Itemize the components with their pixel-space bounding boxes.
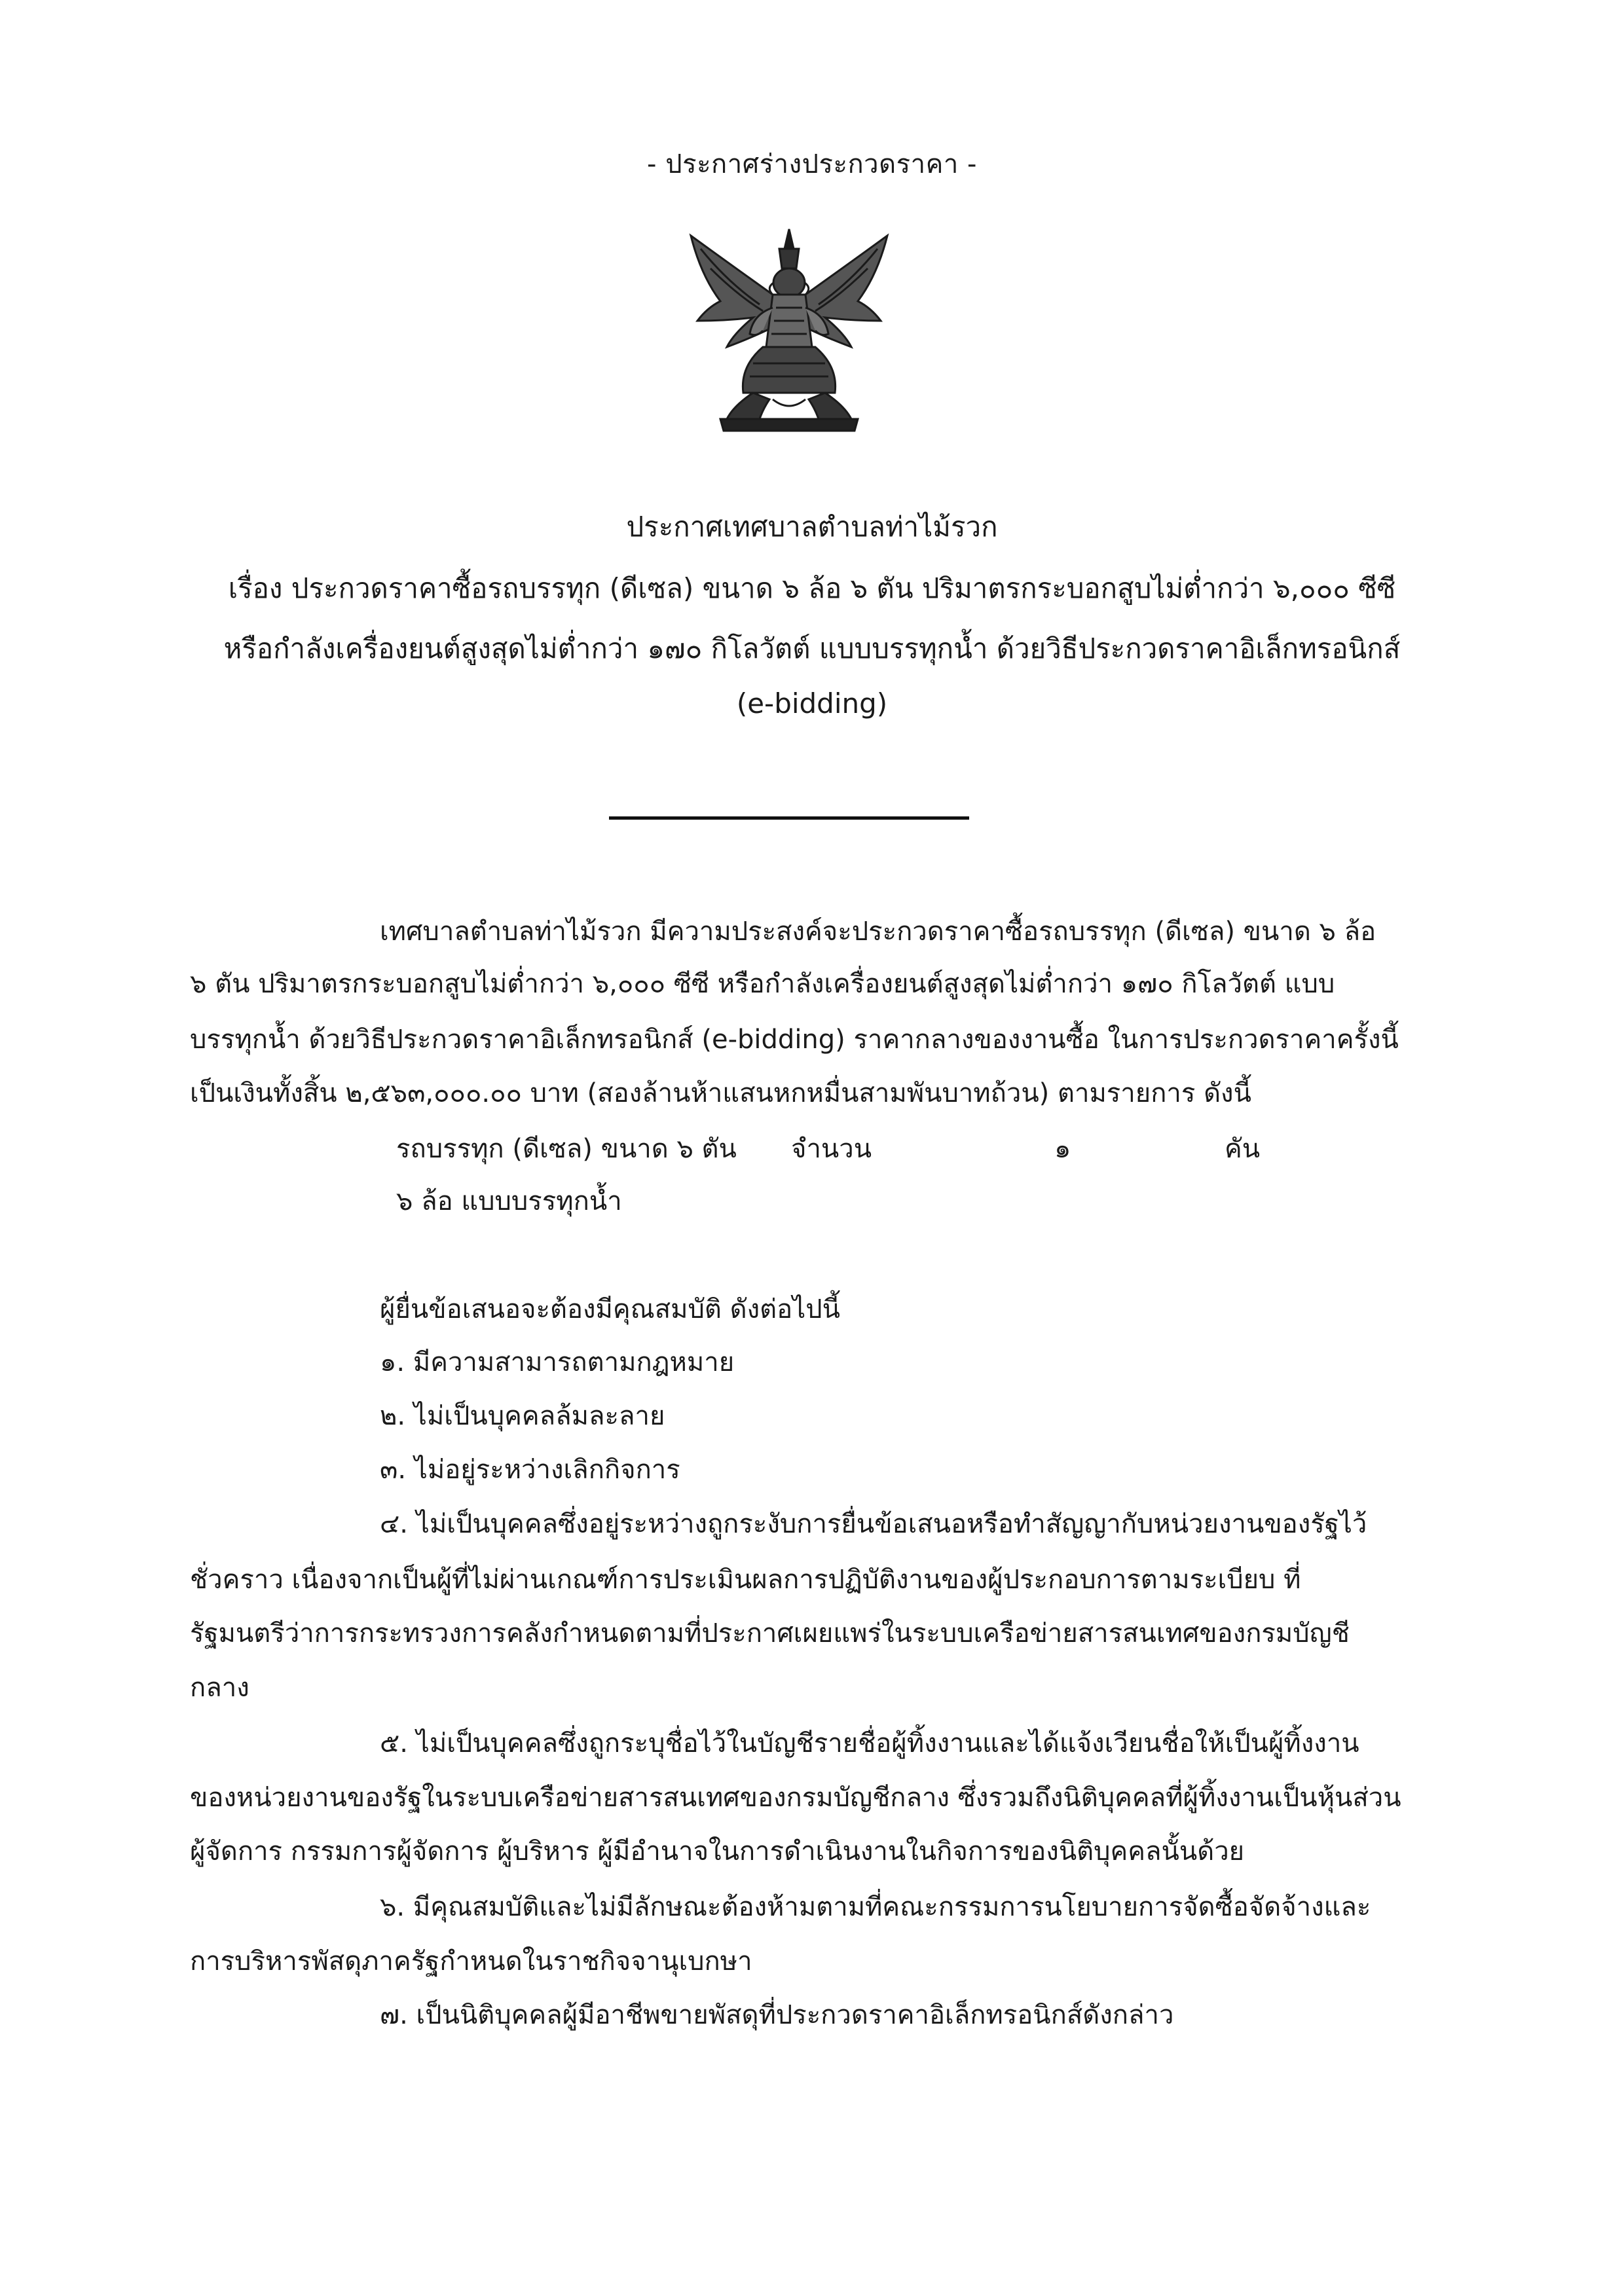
garuda-emblem-icon	[681, 223, 897, 439]
title-line-2: เรื่อง ประกวดราคาซื้อรถบรรทุก (ดีเซล) ขนาด ๖ ล้อ ๖ ตัน ปริมาตรกระบอกสูบไม่ต่ำกว่า ๖,๐๐๐ ซีซี	[228, 572, 1396, 604]
qualifications-heading: ผู้ยื่นข้อเสนอจะต้องมีคุณสมบัติ ดังต่อไปนี้	[380, 1294, 840, 1324]
item-qty: ๑	[1054, 1134, 1071, 1164]
qualification-5-line-3: ผู้จัดการ กรรมการผู้จัดการ ผู้บริหาร ผู้มีอำนาจในการดำเนินงานในกิจการของนิติบุคคลนั้นด้วย	[190, 1836, 1245, 1867]
title-line-3: หรือกำลังเครื่องยนต์สูงสุดไม่ต่ำกว่า ๑๗๐ กิโลวัตต์ แบบบรรทุกน้ำ ด้วยวิธีประกวดราคาอิเล็กทรอนิกส์	[223, 632, 1401, 665]
intro-line-4: เป็นเงินทั้งสิ้น ๒,๕๖๓,๐๐๐.๐๐ บาท (สองล้านห้าแสนหกหมื่นสามพันบาทถ้วน) ตามรายการ ดังนี้	[190, 1078, 1251, 1108]
draft-label: - ประกาศร่างประกวดราคา -	[647, 149, 977, 179]
qualification-2: ๒. ไม่เป็นบุคคลล้มละลาย	[380, 1401, 665, 1431]
item-qty-label: จำนวน	[791, 1134, 872, 1164]
qualification-5-line-1: ๕. ไม่เป็นบุคคลซึ่งถูกระบุชื่อไว้ในบัญชีรายชื่อผู้ทิ้งงานและได้แจ้งเวียนชื่อให้เป็นผู้ทิ้งงาน	[380, 1728, 1359, 1758]
item-unit: คัน	[1225, 1134, 1261, 1164]
item-name-line-1: รถบรรทุก (ดีเซล) ขนาด ๖ ตัน	[396, 1134, 737, 1164]
qualification-4-line-1: ๔. ไม่เป็นบุคคลซึ่งอยู่ระหว่างถูกระงับการยื่นข้อเสนอหรือทำสัญญากับหน่วยงานของรัฐไว้	[380, 1509, 1367, 1539]
qualification-3: ๓. ไม่อยู่ระหว่างเลิกกิจการ	[380, 1455, 680, 1485]
intro-line-2: ๖ ตัน ปริมาตรกระบอกสูบไม่ต่ำกว่า ๖,๐๐๐ ซีซี หรือกำลังเครื่องยนต์สูงสุดไม่ต่ำกว่า ๑๗๐ กิโลวัตต์ แบบ	[190, 969, 1335, 999]
intro-line-3: บรรทุกน้ำ ด้วยวิธีประกวดราคาอิเล็กทรอนิกส์ (e-bidding) ราคากลางของงานซื้อ ในการประกวดราคาครั้งนี้	[190, 1025, 1399, 1055]
qualification-6-line-1: ๖. มีคุณสมบัติและไม่มีลักษณะต้องห้ามตามที่คณะกรรมการนโยบายการจัดซื้อจัดจ้างและ	[380, 1892, 1371, 1922]
qualification-1: ๑. มีความสามารถตามกฎหมาย	[380, 1347, 735, 1377]
title-divider	[609, 816, 969, 820]
qualification-4-line-3: รัฐมนตรีว่าการกระทรวงการคลังกำหนดตามที่ประกาศเผยแพร่ในระบบเครือข่ายสารสนเทศของกรมบัญชี	[190, 1618, 1350, 1649]
qualification-4-line-4: กลาง	[190, 1673, 249, 1703]
qualification-6-line-2: การบริหารพัสดุภาครัฐกำหนดในราชกิจจานุเบกษา	[190, 1946, 752, 1977]
title-line-1: ประกาศเทศบาลตำบลท่าไม้รวก	[626, 511, 998, 543]
qualification-5-line-2: ของหน่วยงานของรัฐในระบบเครือข่ายสารสนเทศของกรมบัญชีกลาง ซึ่งรวมถึงนิติบุคคลที่ผู้ทิ้งงานเป็นหุ้นส่วน	[190, 1783, 1401, 1813]
qualification-7: ๗. เป็นนิติบุคคลผู้มีอาชีพขายพัสดุที่ประกวดราคาอิเล็กทรอนิกส์ดังกล่าว	[380, 2000, 1174, 2030]
title-line-4: (e-bidding)	[736, 687, 888, 720]
item-name-line-2: ๖ ล้อ แบบบรรทุกน้ำ	[396, 1186, 622, 1216]
intro-line-1: เทศบาลตำบลท่าไม้รวก มีความประสงค์จะประกวดราคาซื้อรถบรรทุก (ดีเซล) ขนาด ๖ ล้อ	[380, 917, 1376, 947]
qualification-4-line-2: ชั่วคราว เนื่องจากเป็นผู้ที่ไม่ผ่านเกณฑ์การประเมินผลการปฏิบัติงานของผู้ประกอบการตามระเบียบ ที่	[190, 1565, 1301, 1595]
